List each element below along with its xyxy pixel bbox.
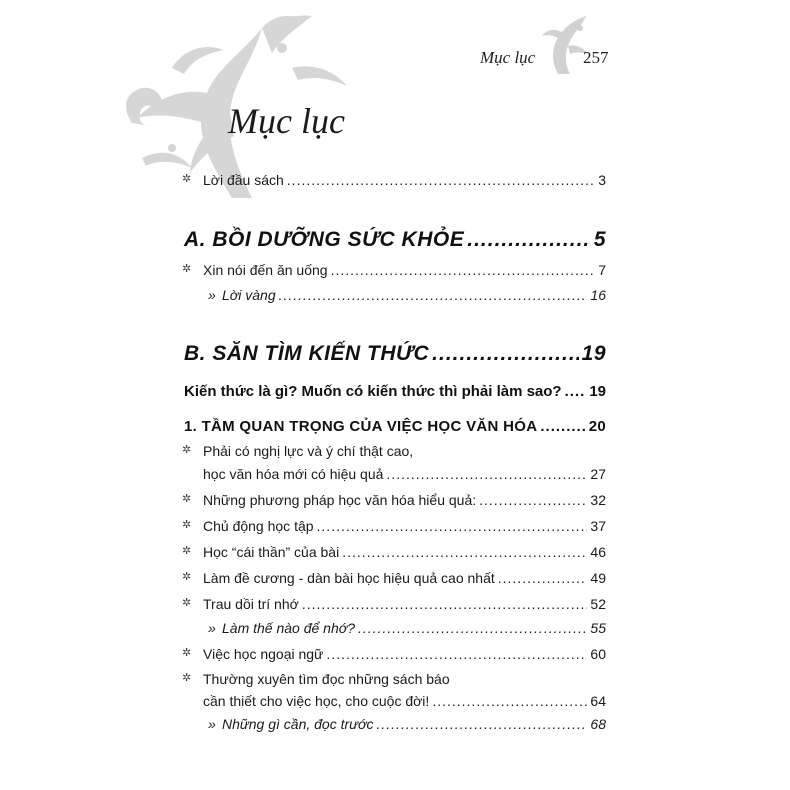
- entry-label: Làm thế nào để nhớ?: [222, 620, 356, 636]
- running-head: [470, 48, 610, 72]
- entry-label: Những phương pháp học văn hóa hiểu quả:: [203, 492, 477, 508]
- toc-subentry[interactable]: [208, 287, 606, 303]
- subentry-marker: »: [208, 287, 216, 303]
- entry-page: 27: [590, 466, 606, 482]
- entry-page: 37: [590, 518, 606, 534]
- entry-page: 52: [590, 596, 606, 612]
- dot-leader: [479, 492, 587, 508]
- dot-leader: [317, 518, 588, 534]
- dot-leader: [540, 418, 585, 435]
- toc-entry[interactable]: [182, 570, 606, 586]
- toc-subentry[interactable]: [208, 716, 606, 732]
- toc-entry[interactable]: [203, 693, 606, 709]
- dot-leader: [432, 342, 578, 366]
- entry-label-line2: học văn hóa mới có hiệu quả: [203, 466, 384, 482]
- entry-label: Xin nói đến ăn uống: [203, 262, 328, 278]
- bullet-icon: ✲: [182, 545, 192, 557]
- dot-leader: [331, 262, 596, 278]
- bullet-icon: ✲: [182, 571, 192, 583]
- entry-label-line2: cần thiết cho việc học, cho cuộc đời!: [203, 693, 430, 709]
- section-page: 20: [588, 418, 606, 435]
- entry-label: Học “cái thần” của bài: [203, 544, 340, 560]
- dot-leader: [287, 172, 595, 188]
- bullet-icon: ✲: [182, 173, 192, 185]
- dot-leader: [342, 544, 587, 560]
- subentry-marker: »: [208, 716, 216, 732]
- entry-label: Kiến thức là gì? Muốn có kiến thức thì phải làm sao?: [184, 383, 562, 400]
- toc-section-1-heading[interactable]: [184, 418, 606, 435]
- entry-label: Chủ động học tập: [203, 518, 314, 534]
- bullet-icon: ✲: [182, 444, 192, 456]
- toc-entry[interactable]: [182, 544, 606, 560]
- dot-leader: [386, 466, 587, 482]
- dot-leader: [279, 287, 588, 303]
- entry-label: Làm đề cương - dàn bài học hiệu quả cao nhất: [203, 570, 495, 586]
- toc-entry[interactable]: [182, 596, 606, 612]
- entry-label: Việc học ngoại ngữ: [203, 646, 324, 662]
- toc-entry-line1[interactable]: [182, 443, 414, 459]
- toc-entry[interactable]: [182, 646, 606, 662]
- section-label: 1. TẦM QUAN TRỌNG CỦA VIỆC HỌC VĂN HÓA: [184, 418, 538, 435]
- toc-entry[interactable]: [203, 466, 606, 482]
- part-page: 5: [593, 228, 606, 251]
- toc-entry[interactable]: [182, 262, 606, 278]
- entry-page: 46: [590, 544, 606, 560]
- bullet-icon: ✲: [182, 597, 192, 609]
- entry-page: 64: [590, 693, 606, 709]
- toc-entry-line1[interactable]: [182, 671, 450, 687]
- dot-leader: [565, 383, 587, 400]
- entry-page: 68: [590, 716, 606, 732]
- running-title: Mục lục: [480, 48, 536, 67]
- entry-page: 55: [590, 620, 606, 636]
- dot-leader: [358, 620, 587, 636]
- bullet-icon: ✲: [182, 672, 192, 684]
- toc-entry[interactable]: [182, 492, 606, 508]
- entry-page: 60: [590, 646, 606, 662]
- dot-leader: [377, 716, 588, 732]
- part-label: B. SĂN TÌM KIẾN THỨC: [184, 342, 430, 365]
- dot-leader: [326, 646, 587, 662]
- entry-label-line1: Thường xuyên tìm đọc những sách báo: [203, 671, 450, 687]
- bullet-icon: ✲: [182, 647, 192, 659]
- toc-part-b-heading[interactable]: [184, 342, 606, 366]
- entry-label: Trau dồi trí nhớ: [203, 596, 299, 612]
- entry-label: Lời vàng: [222, 287, 276, 303]
- toc-entry[interactable]: [182, 518, 606, 534]
- entry-page: 3: [598, 172, 606, 188]
- part-page: 19: [581, 342, 606, 365]
- entry-page: 49: [590, 570, 606, 586]
- entry-page: 16: [590, 287, 606, 303]
- entry-page: 19: [589, 383, 606, 400]
- bullet-icon: ✲: [182, 493, 192, 505]
- part-label: A. BỒI DƯỠNG SỨC KHỎE: [184, 228, 465, 251]
- dot-leader: [467, 228, 591, 252]
- toc-entry-preface[interactable]: [182, 172, 606, 188]
- entry-label: Những gì cần, đọc trước: [222, 716, 374, 732]
- toc-subentry[interactable]: [208, 620, 606, 636]
- entry-page: 32: [590, 492, 606, 508]
- bullet-icon: ✲: [182, 263, 192, 275]
- entry-page: 7: [598, 262, 606, 278]
- dot-leader: [498, 570, 588, 586]
- bullet-icon: ✲: [182, 519, 192, 531]
- subentry-marker: »: [208, 620, 216, 636]
- toc-intro-heading[interactable]: [184, 383, 606, 400]
- dot-leader: [302, 596, 588, 612]
- toc-part-a-heading[interactable]: [184, 228, 606, 252]
- entry-label: Lời đầu sách: [203, 172, 284, 188]
- entry-label-line1: Phải có nghị lực và ý chí thật cao,: [203, 443, 414, 459]
- toc-title: Mục lục: [228, 101, 345, 141]
- page-number: 257: [583, 48, 609, 67]
- dot-leader: [432, 693, 587, 709]
